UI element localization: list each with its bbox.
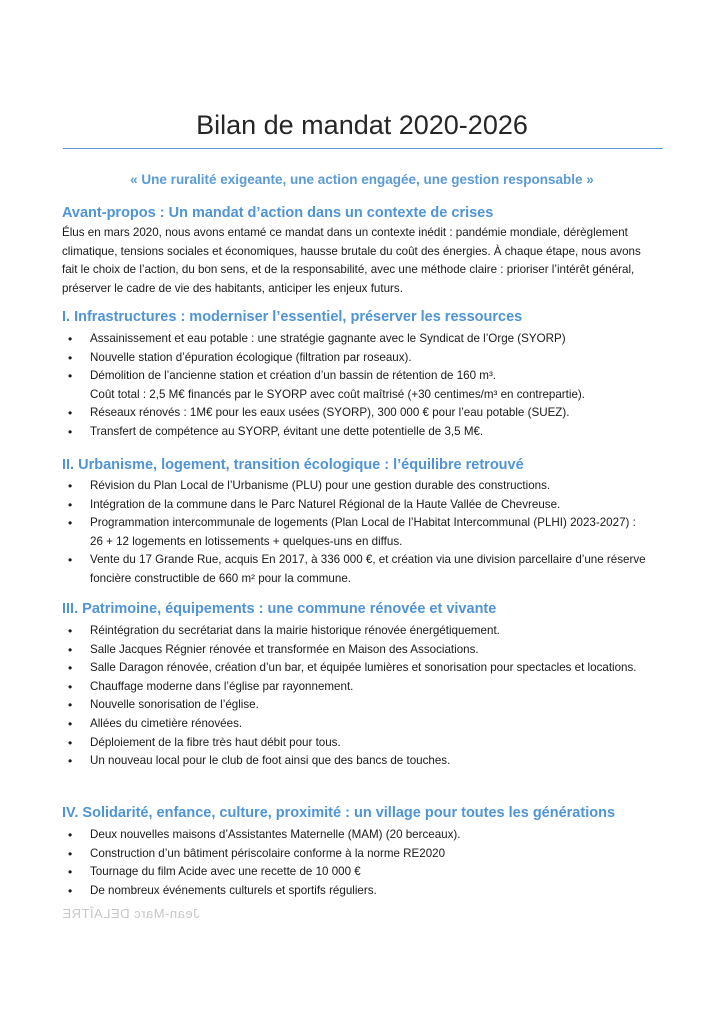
- list-item: • Intégration de la commune dans le Parc Naturel Régional de la Haute Vallée de Chevreuse.: [62, 496, 672, 515]
- page-title: Bilan de mandat 2020-2026: [196, 110, 528, 140]
- list-item: • Construction d’un bâtiment périscolaire conforme à la norme RE2020: [62, 845, 672, 864]
- list-item-continuation: 26 + 12 logements en lotissements + quelques-uns en diffus.: [90, 534, 403, 548]
- avant-propos-line: fait le choix de l’action, du bon sens, et de la responsabilité, avec une méthode claire : prioriser l’intérêt général,: [62, 263, 635, 277]
- avant-propos-text: [62, 224, 667, 298]
- title-divider: [63, 148, 663, 149]
- section-3-heading: III. Patrimoine, équipements : une commune rénovée et vivante: [62, 601, 497, 617]
- list-item: • Chauffage moderne dans l’église par rayonnement.: [62, 678, 672, 697]
- list-item: • Salle Daragon rénovée, création d’un bar, et équipée lumières et sonorisation pour spectacles et locations.: [62, 659, 672, 678]
- list-item: • Vente du 17 Grande Rue, acquis En 2017, à 336 000 €, et création via une division parcellaire d’une réserve foncière constructible de 660 m² pour la commune.: [62, 551, 672, 588]
- avant-propos-heading: Avant-propos : Un mandat d’action dans un contexte de crises: [62, 205, 494, 221]
- list-item: • Programmation intercommunale de logements (Plan Local de l’Habitat Intercommunal (PLHI) 2023-2027) : 26 + 12 logements en lotissements + quelques-uns en diffus.: [62, 514, 672, 551]
- section-4-list: [62, 826, 672, 900]
- motto: « Une ruralité exigeante, une action engagée, une gestion responsable »: [130, 172, 594, 187]
- list-item: • Assainissement et eau potable : une stratégie gagnante avec le Syndicat de l’Orge (SYORP): [62, 330, 672, 349]
- list-item: • De nombreux événements culturels et sportifs réguliers.: [62, 882, 672, 901]
- list-item: • Nouvelle sonorisation de l’église.: [62, 696, 672, 715]
- list-item: • Nouvelle station d’épuration écologique (filtration par roseaux).: [62, 349, 672, 368]
- section-2-heading: II. Urbanisme, logement, transition écologique : l’équilibre retrouvé: [62, 457, 524, 473]
- section-2-list: [62, 477, 672, 589]
- list-item: • Transfert de compétence au SYORP, évitant une dette potentielle de 3,5 M€.: [62, 423, 672, 442]
- list-item-continuation: Coût total : 2,5 M€ financés par le SYORP avec coût maîtrisé (+30 centimes/m³ en contrepartie).: [90, 387, 585, 401]
- section-3-list: [62, 622, 672, 771]
- list-item: • Deux nouvelles maisons d’Assistantes Maternelle (MAM) (20 berceaux).: [62, 826, 672, 845]
- section-1-heading: I. Infrastructures : moderniser l’essentiel, préserver les ressources: [62, 309, 523, 325]
- list-item: • Réintégration du secrétariat dans la mairie historique rénovée énergétiquement.: [62, 622, 672, 641]
- list-item: • Réseaux rénovés : 1M€ pour les eaux usées (SYORP), 300 000 € pour l’eau potable (SUEZ).: [62, 404, 672, 423]
- section-1-list: [62, 330, 672, 442]
- list-item: • Tournage du film Acide avec une recette de 10 000 €: [62, 863, 672, 882]
- list-item: • Salle Jacques Régnier rénovée et transformée en Maison des Associations.: [62, 641, 672, 660]
- bleed-through-signature: Jean-Marc DELAÎTRE: [62, 906, 200, 921]
- avant-propos-line: climatique, tensions sociales et économiques, hausse brutale du coût des énergies. À chaque étape, nous avons: [62, 244, 641, 258]
- list-item: • Démolition de l’ancienne station et création d’un bassin de rétention de 160 m³. Coût total : 2,5 M€ financés par le SYORP avec coût maîtrisé (+30 centimes/m³ en contrepartie).: [62, 367, 672, 404]
- avant-propos-line: Élus en mars 2020, nous avons entamé ce mandat dans un contexte inédit : pandémie mondiale, dérèglement: [62, 226, 628, 239]
- list-item: • Déploiement de la fibre très haut débit pour tous.: [62, 734, 672, 753]
- list-item-continuation: foncière constructible de 660 m² pour la commune.: [90, 571, 351, 585]
- avant-propos-line: préserver le cadre de vie des habitants, anticiper les enjeux futurs.: [62, 281, 403, 295]
- section-4-heading: IV. Solidarité, enfance, culture, proximité : un village pour toutes les générations: [62, 805, 616, 821]
- list-item: • Un nouveau local pour le club de foot ainsi que des bancs de touches.: [62, 752, 672, 771]
- list-item: • Révision du Plan Local de l’Urbanisme (PLU) pour une gestion durable des constructions.: [62, 477, 672, 496]
- list-item: • Allées du cimetière rénovées.: [62, 715, 672, 734]
